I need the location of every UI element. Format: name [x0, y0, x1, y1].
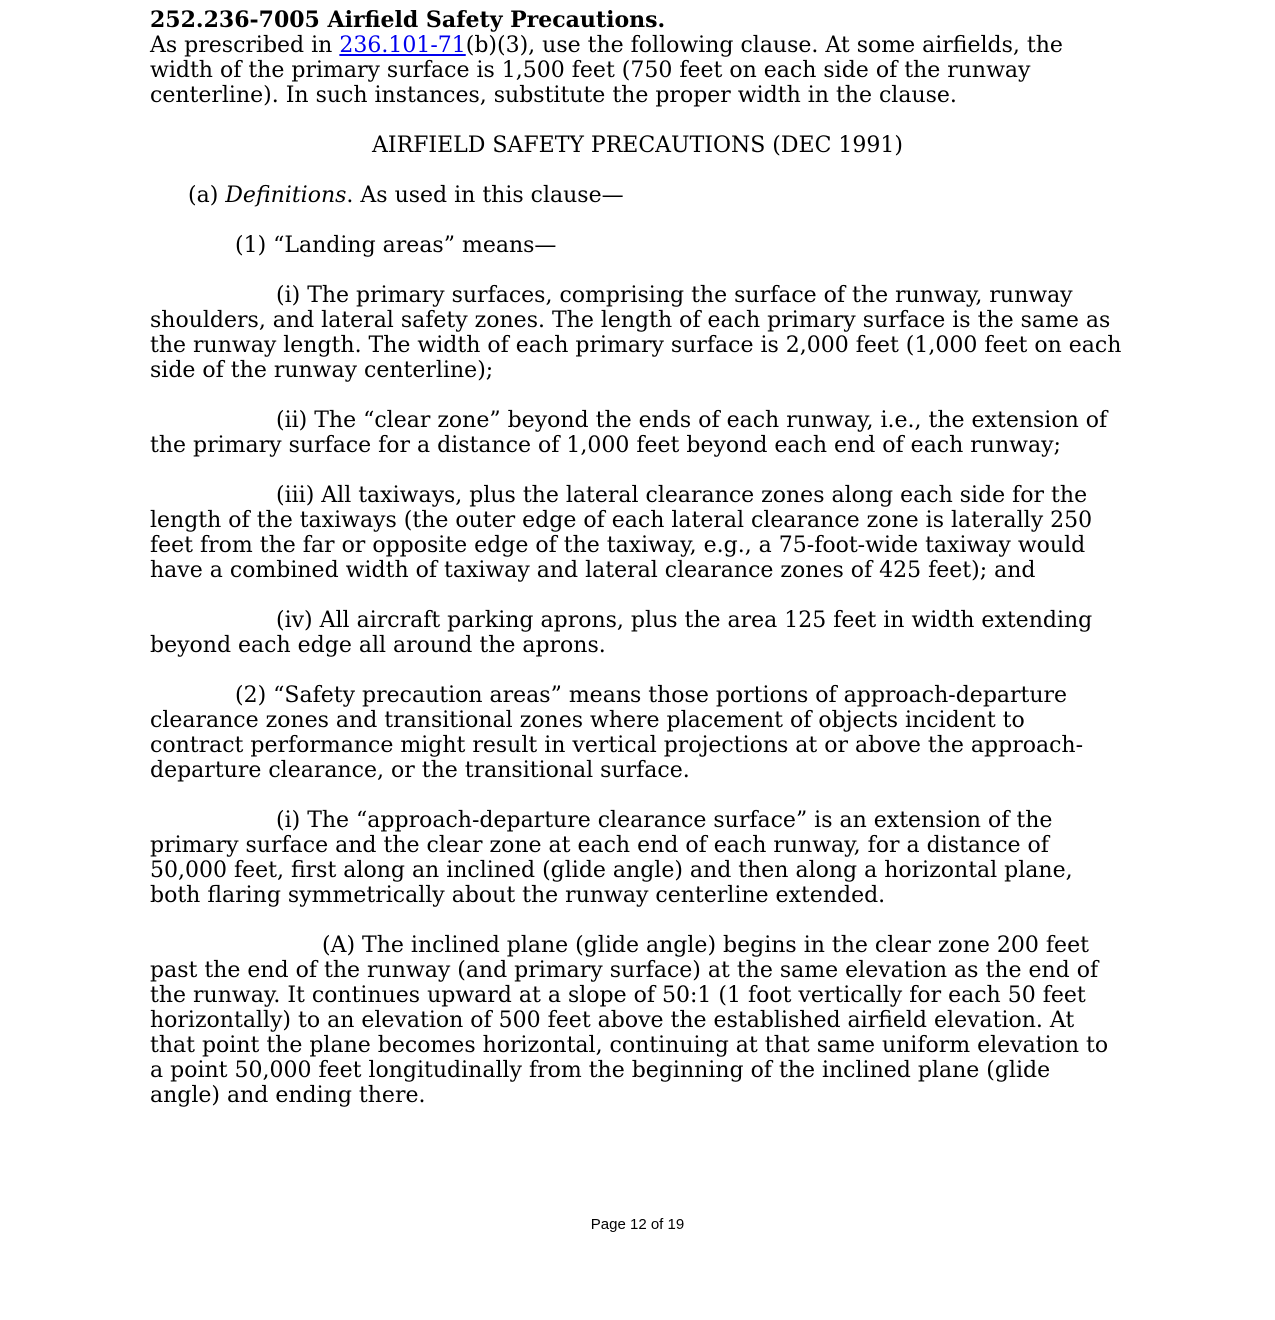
- reference-link[interactable]: 236.101-71: [339, 33, 466, 58]
- paragraph-1-i: (i) The primary surfaces, comprising the surface of the runway, runway shoulders, and lateral safety zones. The length of each primary surface is the same as the runway length. The width of each primary surface is 2,000 feet (1,000 feet on each side of the runway centerline);: [150, 283, 1122, 383]
- clause-title: AIRFIELD SAFETY PRECAUTIONS (DEC 1991): [372, 133, 903, 158]
- paragraph-1-ii: (ii) The “clear zone” beyond the ends of each runway, i.e., the extension of the primary surface for a distance of 1,000 feet beyond each end of each runway;: [150, 408, 1108, 458]
- page-footer: Page 12 of 19: [590, 1216, 685, 1233]
- intro-text-after: (b)(3), use the following clause. At some airfields, the width of the primary surface is 1,500 feet (750 feet on each side of the runway centerline). In such instances, substitute the proper width in the clause.: [150, 33, 1063, 108]
- paragraph-1-iv: (iv) All aircraft parking aprons, plus the area 125 feet in width extending beyond each edge all around the aprons.: [150, 608, 1093, 658]
- intro-paragraph: [150, 33, 1125, 108]
- paragraph-2-i: (i) The “approach-departure clearance surface” is an extension of the primary surface and the clear zone at each end of each runway, for a distance of 50,000 feet, first along an inclined (glide angle) and then along a horizontal plane, both flaring symmetrically about the runway centerline extended.: [150, 808, 1073, 908]
- paragraph-a-text: . As used in this clause—: [346, 183, 624, 208]
- definitions-term: Definitions: [225, 183, 347, 208]
- paragraph-2-i-a: (A) The inclined plane (glide angle) begins in the clear zone 200 feet past the end of the runway (and primary surface) at the same elevation as the end of the runway. It continues upward at a slope of 50:1 (1 foot vertically for each 50 feet horizontally) to an elevation of 500 feet above the established airfield elevation. At that point the plane becomes horizontal, continuing at that same uniform elevation to a point 50,000 feet longitudinally from the beginning of the inclined plane (glide angle) and ending there.: [150, 933, 1109, 1108]
- paragraph-a: [150, 183, 1125, 208]
- paragraph-a-label: (a): [188, 183, 226, 208]
- paragraph-2: (2) “Safety precaution areas” means those portions of approach-departure clearance zones and transitional zones where placement of objects incident to contract performance might result in vertical projections at or above the approach-departure clearance, or the transitional surface.: [150, 683, 1084, 783]
- intro-text-before: As prescribed in: [150, 33, 340, 58]
- document-page: [150, 8, 1125, 1108]
- section-heading: 252.236-7005 Airfield Safety Precautions.: [150, 7, 666, 33]
- paragraph-1-iii: (iii) All taxiways, plus the lateral clearance zones along each side for the length of the taxiways (the outer edge of each lateral clearance zone is laterally 250 feet from the far or opposite edge of the taxiway, e.g., a 75-foot-wide taxiway would have a combined width of taxiway and lateral clearance zones of 425 feet); and: [150, 483, 1093, 583]
- paragraph-1: (1) “Landing areas” means—: [235, 233, 557, 258]
